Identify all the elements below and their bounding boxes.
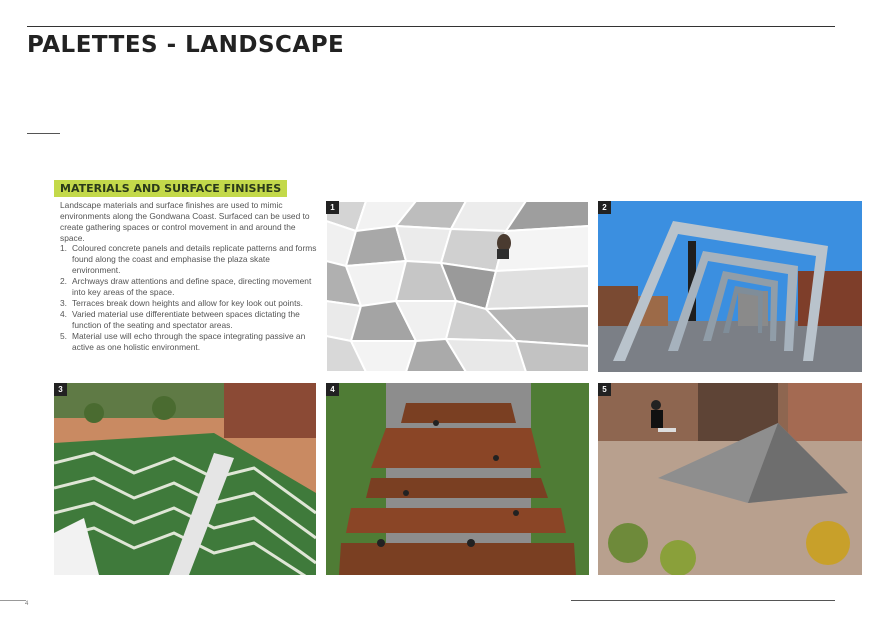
intro-paragraph: Landscape materials and surface finishes are used to mimic environments along the Gondwana Coast. Surfaced can be used to create gathering spaces or control movement in and around the space. <box>60 200 310 243</box>
list-number: 1. <box>60 243 67 253</box>
photo-badge: 1 <box>326 201 339 214</box>
photo-paving <box>326 201 589 372</box>
list-item <box>60 276 318 298</box>
photo-terraces <box>54 383 316 575</box>
list-text: Varied material use differentiate between spaces dictating the function of the seating and spectator areas. <box>72 309 300 330</box>
photo-badge: 4 <box>326 383 339 396</box>
list-text: Terraces break down heights and allow for key look out points. <box>72 298 303 308</box>
list-number: 5. <box>60 331 67 341</box>
list-text: Coloured concrete panels and details replicate patterns and forms found along the coast and emphasise the plaza skate environment. <box>72 243 317 275</box>
photo-archways <box>598 201 862 372</box>
list-item <box>60 298 318 309</box>
page-title: PALETTES - LANDSCAPE <box>27 32 345 58</box>
photo-timber-steps <box>326 383 589 575</box>
timber-steps-image <box>326 383 589 575</box>
page-number-rule <box>0 600 26 601</box>
photo-badge: 5 <box>598 383 611 396</box>
skate-image <box>598 383 862 575</box>
paving-image <box>326 201 589 372</box>
photo-skate <box>598 383 862 575</box>
short-divider <box>27 133 60 134</box>
archways-image <box>598 201 862 372</box>
top-rule <box>27 26 835 27</box>
section-heading: MATERIALS AND SURFACE FINISHES <box>54 180 287 197</box>
list-text: Material use will echo through the space integrating passive an active as one holistic environment. <box>72 331 306 352</box>
list-item <box>60 331 318 353</box>
photo-badge: 3 <box>54 383 67 396</box>
bottom-rule <box>571 600 835 601</box>
list-text: Archways draw attentions and define space, directing movement into key areas of the space. <box>72 276 312 297</box>
terraces-image <box>54 383 316 575</box>
photo-badge: 2 <box>598 201 611 214</box>
list-number: 4. <box>60 309 67 319</box>
page-number: 4 <box>25 601 29 607</box>
list-item <box>60 309 318 331</box>
list-number: 3. <box>60 298 67 308</box>
list-number: 2. <box>60 276 67 286</box>
points-list <box>60 243 318 353</box>
list-item <box>60 243 318 276</box>
